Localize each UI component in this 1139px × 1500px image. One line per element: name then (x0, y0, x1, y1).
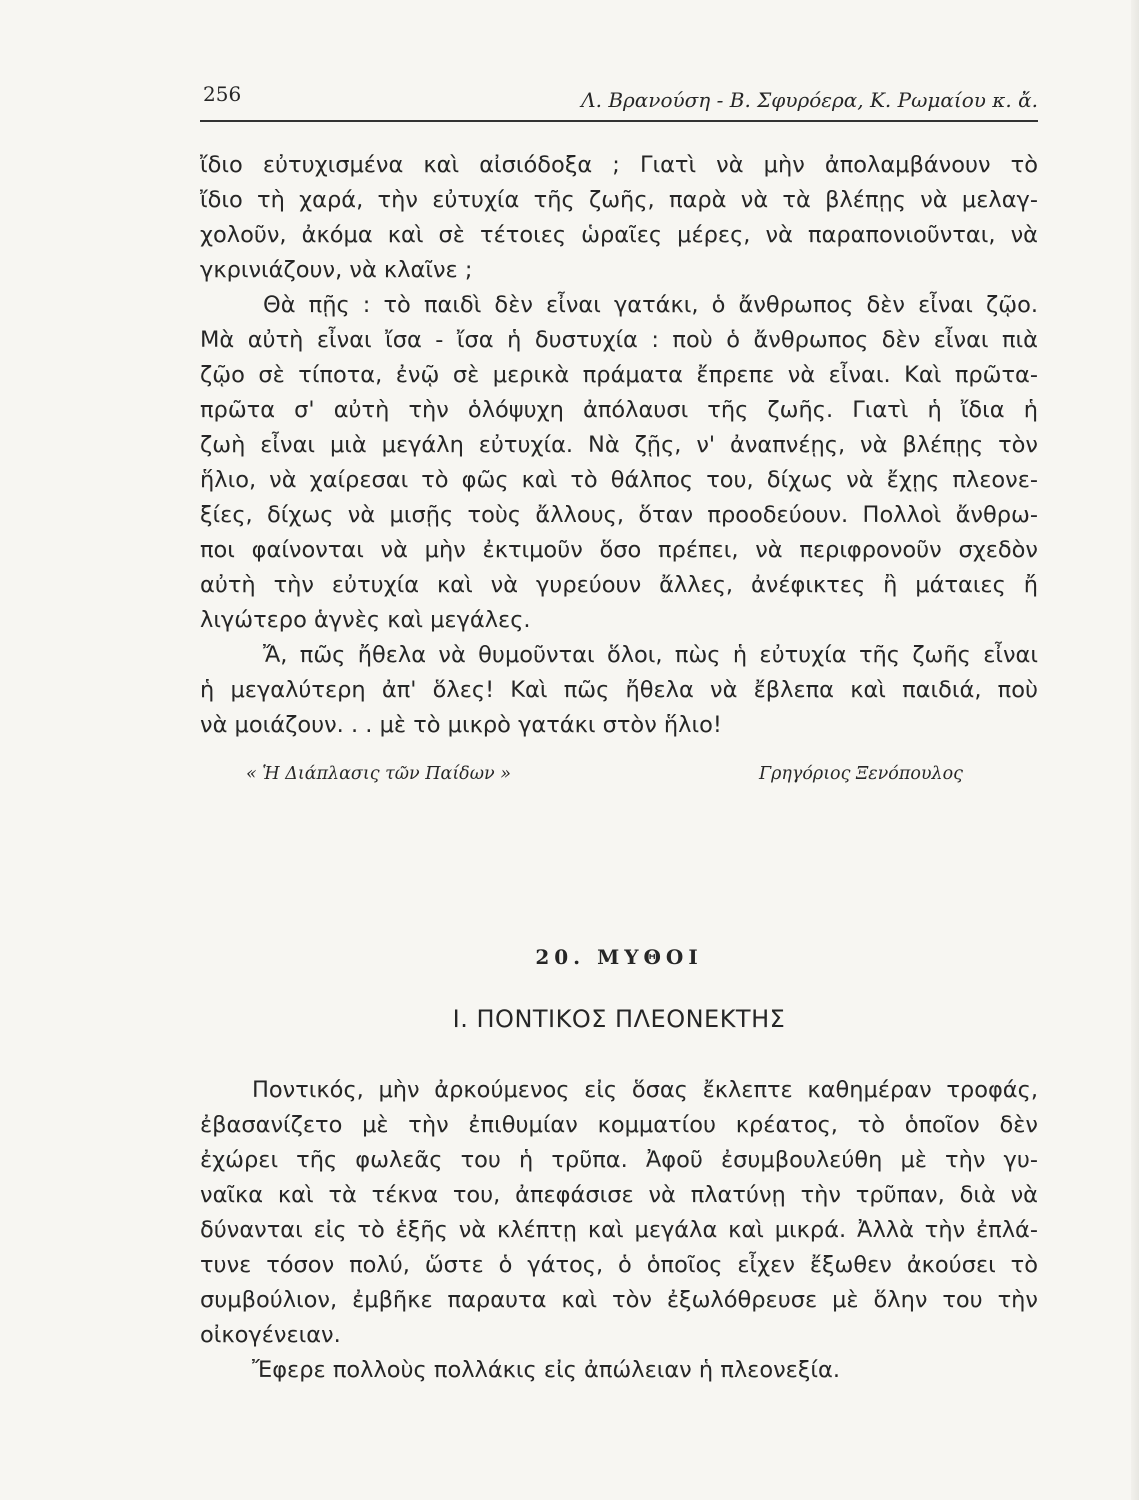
text-line: Ἄ, πῶς ἤθελα νὰ θυμοῦνται ὅλοι, πὼς ἡ εὐτυχία τῆς ζωῆς εἶναι (263, 642, 1038, 668)
section-title: 20. ΜΥΘΟΙ (535, 945, 703, 969)
text-line: αὐτὴ τὴν εὐτυχία καὶ νὰ γυρεύουν ἄλλες, ἀνέφικτες ἢ μάταιες ἤ (200, 572, 1038, 598)
text-line: Θὰ πῇς : τὸ παιδὶ δὲν εἶναι γατάκι, ὁ ἄνθρωπος δὲν εἶναι ζῷο. (263, 292, 1038, 318)
text-line: νὰ μοιάζουν. . . μὲ τὸ μικρὸ γατάκι στὸν ἥλιο! (200, 712, 722, 738)
text-line: ἐχώρει τῆς φωλεᾶς του ἡ τρῦπα. Ἀφοῦ ἐσυμβουλεύθη μὲ τὴν γυ- (200, 1147, 1038, 1173)
text-line: πρῶτα σ' αὐτὴ τὴν ὁλόψυχη ἀπόλαυσι τῆς ζωῆς. Γιατὶ ἡ ἴδια ἡ (200, 397, 1038, 423)
text-line: οἰκογένειαν. (200, 1322, 341, 1348)
text-line: Ποντικός, μὴν ἀρκούμενος εἰς ὅσας ἔκλεπτε καθημέραν τροφάς, (252, 1077, 1038, 1103)
text-line: ζῷο σὲ τίποτα, ἐνῷ σὲ μερικὰ πράματα ἔπρεπε νὰ εἶναι. Καὶ πρῶτα- (200, 362, 1038, 388)
text-line: συμβούλιον, ἐμβῆκε παραυτα καὶ τὸν ἐξωλόθρευσε μὲ ὅλην του τὴν (200, 1287, 1038, 1313)
text-line: ἐβασανίζετο μὲ τὴν ἐπιθυμίαν κομματίου κρέατος, τὸ ὁποῖον δὲν (200, 1112, 1038, 1138)
text-line: Μὰ αὐτὴ εἶναι ἴσα - ἴσα ἡ δυστυχία : ποὺ ὁ ἄνθρωπος δὲν εἶναι πιὰ (200, 327, 1038, 353)
text-line: ξίες, δίχως νὰ μισῇς τοὺς ἄλλους, ὅταν προοδεύουν. Πολλοὶ ἄνθρω- (200, 502, 1038, 528)
text-line: δύνανται εἰς τὸ ἑξῆς νὰ κλέπτῃ καὶ μεγάλα καὶ μικρά. Ἀλλὰ τὴν ἐπλά- (200, 1217, 1038, 1243)
source-citation: « Ἡ Διάπλασις τῶν Παίδων » (246, 764, 511, 784)
text-line: ἴδιο εὐτυχισμένα καὶ αἰσιόδοξα ; Γιατὶ νὰ μὴν ἀπολαμβάνουν τὸ (200, 152, 1038, 178)
text-line: Ἔφερε πολλοὺς πολλάκις εἰς ἀπώλειαν ἡ πλεονεξία. (252, 1357, 840, 1383)
text-line: ζωὴ εἶναι μιὰ μεγάλη εὐτυχία. Νὰ ζῇς, ν' ἀναπνέῃς, νὰ βλέπῃς τὸν (200, 432, 1038, 458)
page-number: 256 (203, 82, 242, 106)
page-edge (1131, 0, 1139, 1500)
text-line: ποι φαίνονται νὰ μὴν ἐκτιμοῦν ὅσο πρέπει, νὰ περιφρονοῦν σχεδὸν (200, 537, 1038, 563)
page-header (200, 78, 1038, 122)
running-head: Λ. Βρανούση - Β. Σφυρόερα, Κ. Ρωμαίου κ. ἄ. (581, 88, 1038, 112)
author-name: Γρηγόριος Ξενόπουλος (759, 764, 963, 784)
text-line: ἥλιο, νὰ χαίρεσαι τὸ φῶς καὶ τὸ θάλπος του, δίχως νὰ ἔχῃς πλεονε- (200, 467, 1038, 493)
text-line: χολοῦν, ἀκόμα καὶ σὲ τέτοιες ὡραῖες μέρες, νὰ παραπονιοῦνται, νὰ (200, 222, 1038, 248)
text-line: γκρινιάζουν, νὰ κλαῖνε ; (200, 257, 473, 283)
text-line: ναῖκα καὶ τὰ τέκνα του, ἀπεφάσισε νὰ πλατύνῃ τὴν τρῦπαν, διὰ νὰ (200, 1182, 1038, 1208)
text-line: ἴδιο τὴ χαρά, τὴν εὐτυχία τῆς ζωῆς, παρὰ νὰ τὰ βλέπῃς νὰ μελαγ- (200, 187, 1038, 213)
fable-title: Ι. ΠΟΝΤΙΚΟΣ ΠΛΕΟΝΕΚΤΗΣ (452, 1005, 786, 1033)
text-line: ἡ μεγαλύτερη ἀπ' ὅλες! Καὶ πῶς ἤθελα νὰ ἔβλεπα καὶ παιδιά, ποὺ (200, 677, 1038, 703)
text-line: λιγώτερο ἁγνὲς καὶ μεγάλες. (200, 607, 531, 633)
text-line: τυνε τόσον πολύ, ὥστε ὁ γάτος, ὁ ὁποῖος εἶχεν ἔξωθεν ἀκούσει τὸ (200, 1252, 1038, 1278)
